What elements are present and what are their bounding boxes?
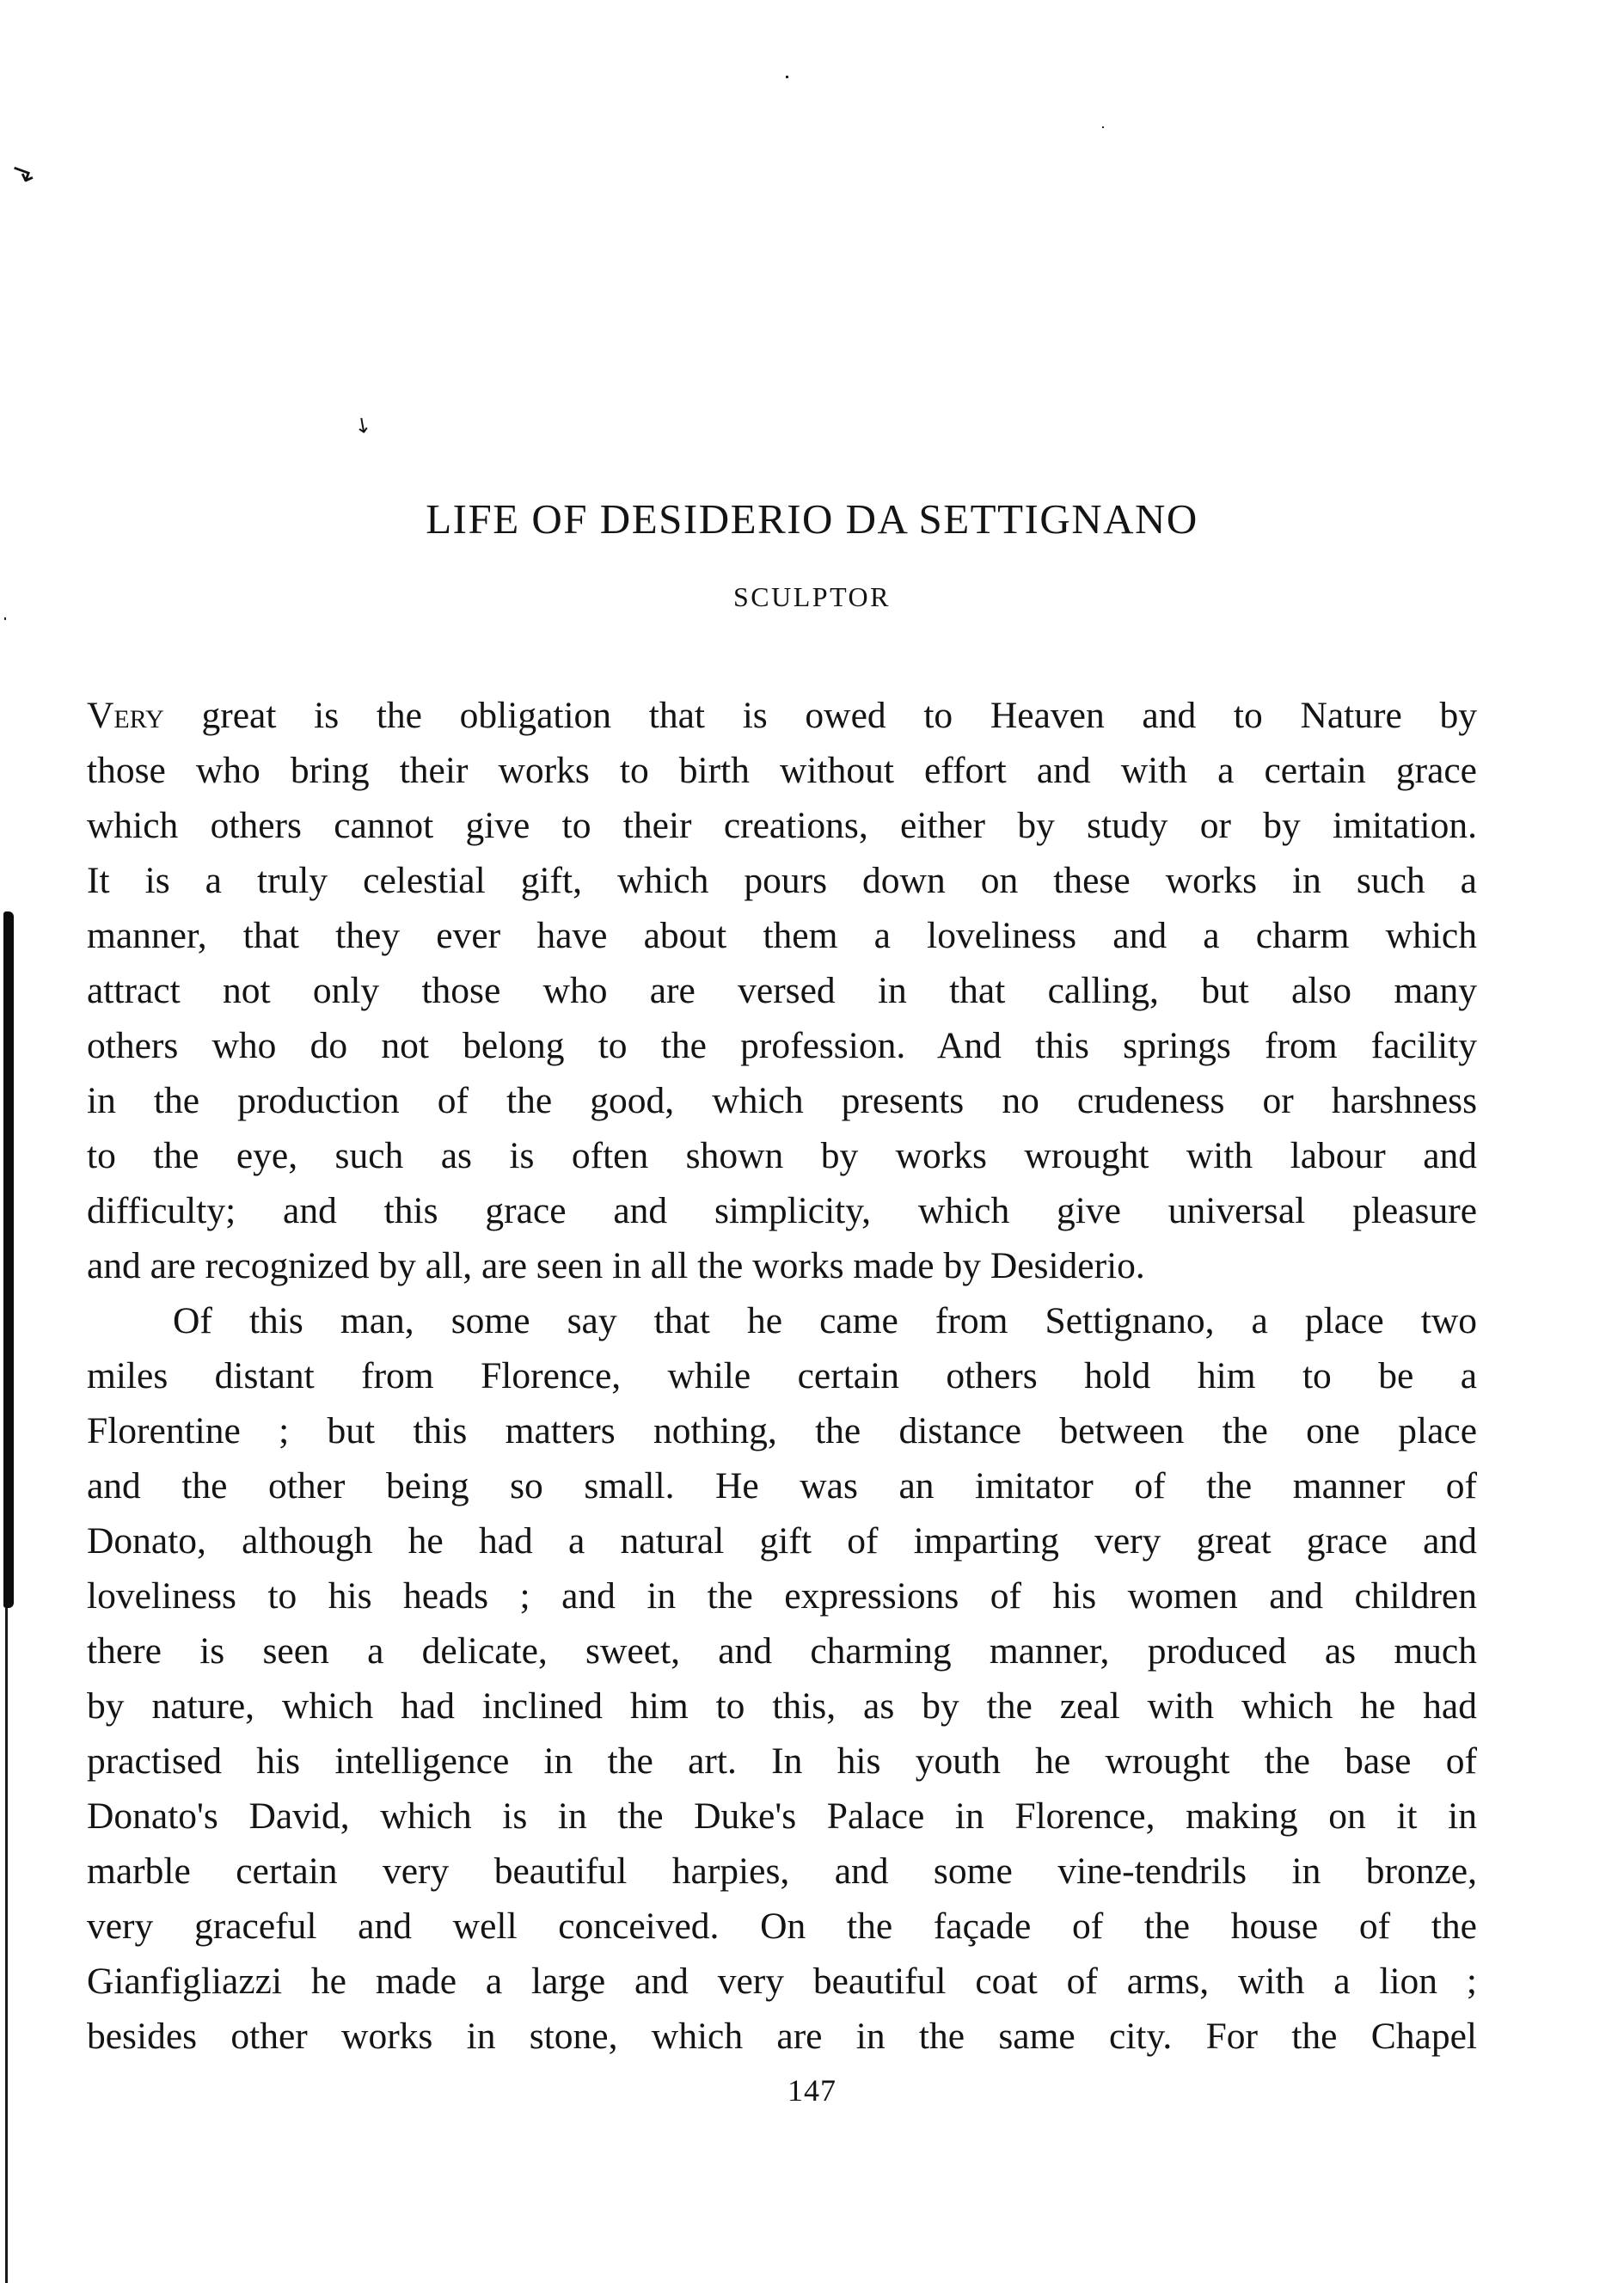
text-line: to the eye, such as is often shown by works wrought with labour and (87, 1135, 1477, 1176)
text-line: Donato's David, which is in the Duke's Palace in Florence, making on it in (87, 1795, 1477, 1837)
text-line: loveliness to his heads ; and in the expressions of his women and children (87, 1575, 1477, 1617)
scan-speck (4, 617, 6, 620)
body-text (87, 688, 1477, 2064)
lead-word: Very (87, 695, 164, 736)
text-line: Of this man, some say that he came from Settignano, a place two (173, 1300, 1477, 1341)
chapter-subtitle: SCULPTOR (732, 581, 891, 612)
text-line: Gianfigliazzi he made a large and very beautiful coat of arms, with a lion ; (87, 1961, 1477, 2002)
chapter-title: LIFE OF DESIDERIO DA SETTIGNANO (426, 495, 1198, 543)
text-line: difficulty; and this grace and simplicity, which give universal pleasure (87, 1190, 1477, 1231)
scan-mark-tick-icon: ↘ (348, 409, 377, 440)
text-line: Florentine ; but this matters nothing, the distance between the one place (87, 1410, 1477, 1451)
text-line: besides other works in stone, which are in the same city. For the Chapel (87, 2016, 1477, 2057)
scan-speck (1102, 126, 1104, 128)
text-line: practised his intelligence in the art. In his youth he wrought the base of (87, 1740, 1477, 1782)
scan-speck (786, 76, 788, 78)
text-line: and are recognized by all, are seen in all the works made by Desiderio. (87, 1245, 1145, 1286)
text-line-rest: great is the obligation that is owed to Heaven and to Nature by (163, 695, 1477, 736)
text-line: very graceful and well conceived. On the façade of the house of the (87, 1906, 1477, 1947)
text-line: by nature, which had inclined him to this, as by the zeal with which he had (87, 1685, 1477, 1727)
text-line: It is a truly celestial gift, which pours down on these works in such a (87, 860, 1477, 901)
text-line: there is seen a delicate, sweet, and charming manner, produced as much (87, 1630, 1477, 1672)
text-line: which others cannot give to their creations, either by study or by imitation. (87, 805, 1477, 846)
text-line: miles distant from Florence, while certain others hold him to be a (87, 1355, 1477, 1396)
text-line: others who do not belong to the profession. And this springs from facility (87, 1025, 1477, 1066)
scan-mark-arrow-icon: ⬎ (7, 150, 42, 192)
text-line: in the production of the good, which presents no crudeness or harshness (87, 1080, 1477, 1121)
binding-shadow (3, 911, 14, 1608)
text-line (87, 688, 1477, 743)
text-line: marble certain very beautiful harpies, and some vine-tendrils in bronze, (87, 1850, 1477, 1892)
text-line: attract not only those who are versed in that calling, but also many (87, 970, 1477, 1011)
page-number: 147 (787, 2073, 837, 2108)
text-line: those who bring their works to birth without effort and with a certain grace (87, 750, 1477, 791)
text-line: Donato, although he had a natural gift of imparting very great grace and (87, 1520, 1477, 1562)
text-line: and the other being so small. He was an imitator of the manner of (87, 1465, 1477, 1507)
text-line: manner, that they ever have about them a loveliness and a charm which (87, 915, 1477, 956)
binding-shadow-edge (5, 1608, 8, 2283)
